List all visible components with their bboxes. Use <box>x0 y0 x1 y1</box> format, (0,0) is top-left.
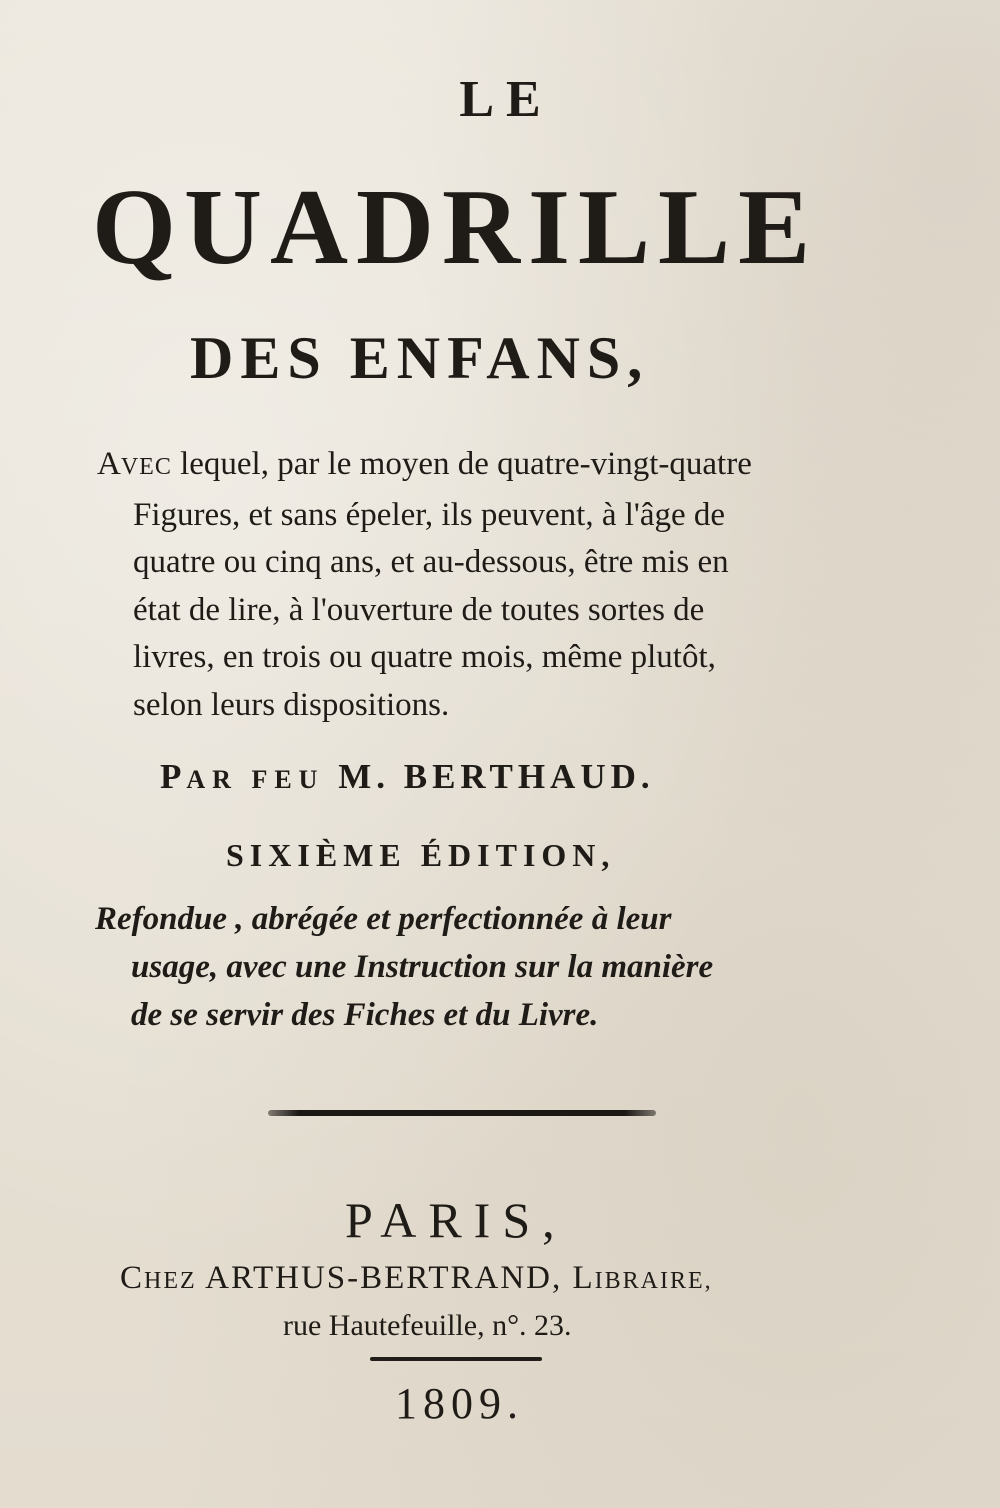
title-article: LE <box>459 71 553 128</box>
libraire-small: IBRAIRE, <box>594 1268 713 1294</box>
description-line <box>97 441 857 492</box>
description-line: livres, en trois ou quatre mois, même plutôt, <box>133 639 716 675</box>
publisher-name: ARTHUS-BERTRAND, <box>205 1260 563 1296</box>
edition-note-line: de se servir des Fiches et du Livre. <box>131 997 599 1033</box>
edition-note-line: Refondue , abrégée et perfectionnée à leur <box>95 901 672 937</box>
small-caps: VEC <box>120 454 172 480</box>
author-prefix-cap: P <box>160 757 187 796</box>
description-line: Figures, et sans épeler, ils peuvent, à l'âge de <box>133 496 726 533</box>
imprint-publisher-line <box>120 1256 880 1303</box>
edition-line: SIXIÈME ÉDITION, <box>226 837 616 873</box>
main-title: QUADRILLE <box>92 168 819 287</box>
description-text: lequel, par le moyen de quatre-vingt-quatre <box>171 446 752 482</box>
description-line: état de lire, à l'ouverture de toutes sortes de <box>133 591 705 628</box>
chez-cap: C <box>120 1260 145 1296</box>
chez-small: HEZ <box>144 1268 197 1294</box>
edition-note <box>95 895 875 1039</box>
description-line: selon leurs dispositions. <box>133 686 450 723</box>
description-paragraph <box>97 441 857 729</box>
imprint-city: PARIS, <box>345 1192 567 1248</box>
description-line: quatre ou cinq ans, et au-dessous, être mis en <box>133 544 729 580</box>
author-line <box>160 754 820 803</box>
subtitle: DES ENFANS, <box>190 325 650 391</box>
imprint-address: rue Hautefeuille, n°. 23. <box>283 1309 572 1342</box>
edition-note-line: usage, avec une Instruction sur la manière <box>131 949 714 985</box>
drop-cap: A <box>97 446 121 482</box>
author-name: M. BERTHAUD. <box>338 757 655 796</box>
short-divider-rule <box>370 1357 542 1361</box>
divider-rule <box>268 1110 656 1116</box>
libraire-cap: L <box>572 1260 595 1296</box>
author-prefix-small: AR FEU <box>186 765 325 794</box>
imprint-year: 1809. <box>395 1379 524 1428</box>
